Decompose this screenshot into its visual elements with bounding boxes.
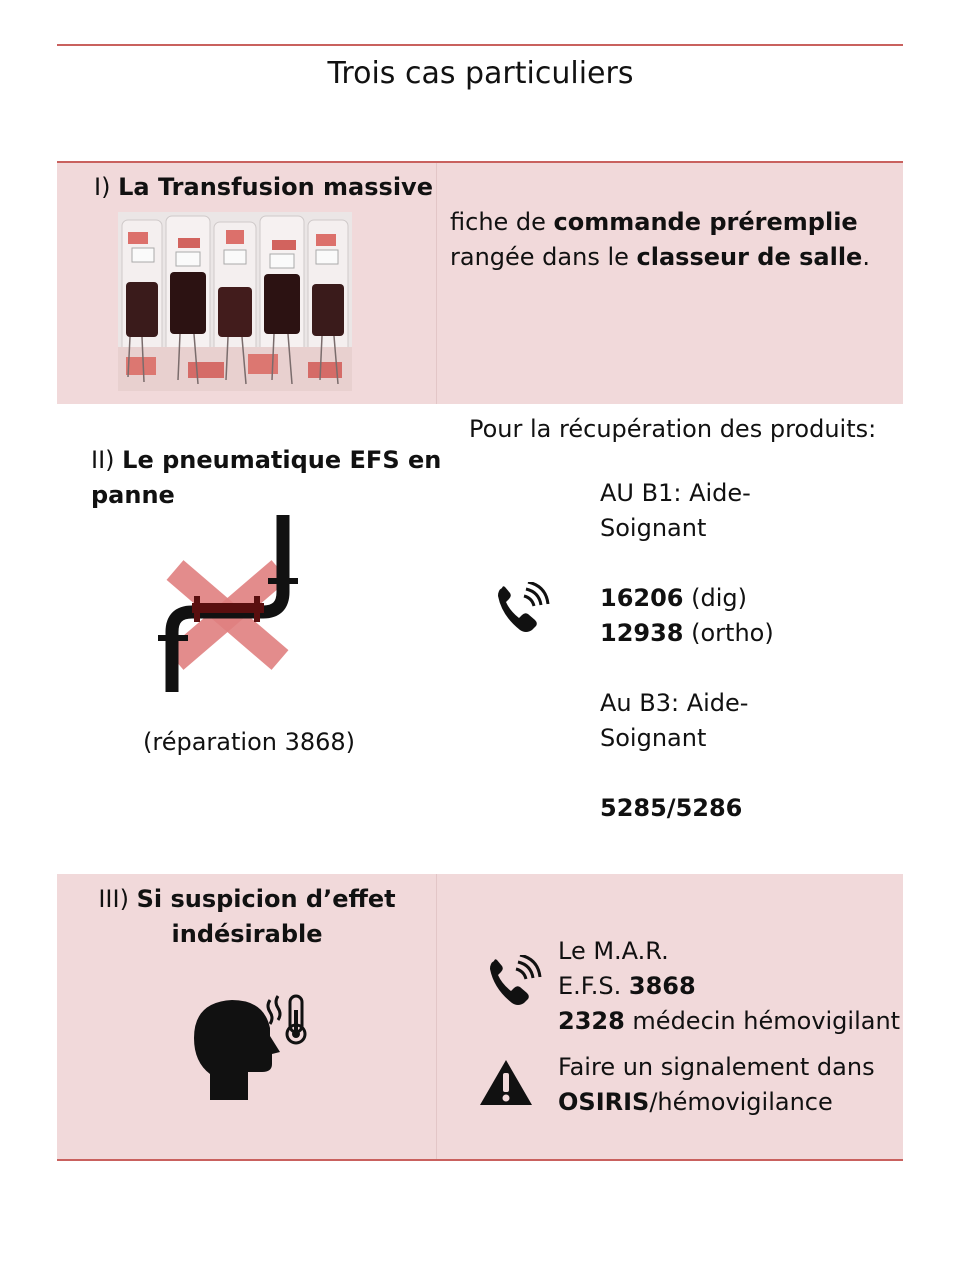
phone-icon: [486, 955, 546, 1010]
section-2-b1-line-2: Soignant: [600, 514, 707, 542]
section-2-b3-line-2: Soignant: [600, 724, 707, 752]
section-2-heading-line-1: II) Le pneumatique EFS en: [91, 446, 442, 474]
section-3-heading-line-2: indésirable: [171, 920, 323, 948]
top-rule: [57, 44, 903, 46]
page-title: Trois cas particuliers: [327, 56, 634, 91]
bottom-rule: [57, 1159, 903, 1161]
section-2-b3-numbers: 5285/5286: [600, 794, 743, 822]
blood-bags-image: [118, 212, 352, 391]
section-2-phone-1: 16206 (dig): [600, 584, 747, 612]
section-2-b1-line-1: AU B1: Aide-: [600, 479, 751, 507]
section-3-report-line-2: OSIRIS/hémovigilance: [558, 1088, 833, 1116]
phone-icon: [494, 582, 554, 637]
section-3-contact-line-2: E.F.S. 3868: [558, 972, 696, 1000]
fever-head-icon: [190, 992, 315, 1104]
section-2-phone-2: 12938 (ortho): [600, 619, 774, 647]
section-2-repair-note: (réparation 3868): [143, 728, 356, 756]
section-2-b3-line-1: Au B3: Aide-: [600, 689, 749, 717]
section-3-contact-line-3: 2328 médecin hémovigilant: [558, 1007, 901, 1035]
section-1-heading: I) La Transfusion massive: [94, 173, 433, 201]
section-3-report-line-1: Faire un signalement dans: [558, 1053, 875, 1081]
section-1-top-rule: [57, 161, 903, 163]
section-1-line-1: fiche de commande préremplie: [450, 208, 858, 236]
section-3-heading-line-1: III) Si suspicion d’effet: [98, 885, 396, 913]
broken-pipe-icon: [150, 510, 310, 695]
section-3-contact-line-1: Le M.A.R.: [558, 937, 669, 965]
warning-icon: [478, 1058, 534, 1108]
section-2-heading-line-2: panne: [91, 481, 175, 509]
section-1-divider: [436, 163, 437, 404]
section-1-line-2: rangée dans le classeur de salle.: [450, 243, 870, 271]
blood-bags-photo: [118, 212, 352, 391]
section-2-intro: Pour la récupération des produits:: [469, 415, 877, 443]
